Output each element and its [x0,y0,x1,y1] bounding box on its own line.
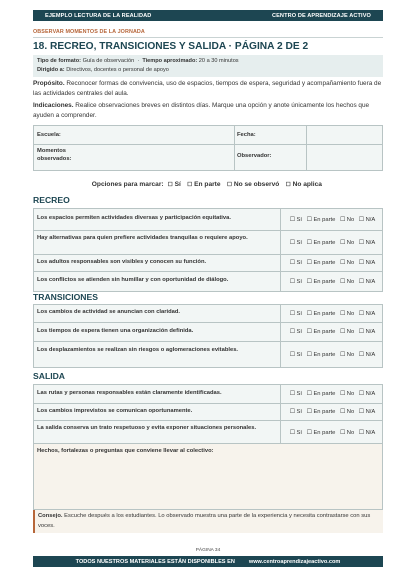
row-options [280,323,384,341]
row-options [280,385,384,403]
option-si-checkbox[interactable]: ☐ Sí [289,429,303,436]
option-no-checkbox[interactable]: ☐ No [339,391,355,397]
checkbox-icon: ☐ [187,182,193,188]
option-en-parte-checkbox[interactable]: ☐ En parte [306,278,336,285]
section-title-recreo: RECREO [33,195,70,205]
row-statement: Hay alternativas para quien prefiere actividades tranquilas o requiere apoyo. [37,235,248,241]
table-row [34,209,382,230]
info-separator: · [137,58,140,64]
legend-option-si: ☐ Sí [167,181,181,188]
option-na-checkbox[interactable]: ☐ N/A [358,409,376,415]
section-title-salida: SALIDA [33,371,65,381]
option-na-checkbox[interactable]: ☐ N/A [358,278,376,285]
table-row [34,420,382,444]
option-no-checkbox[interactable]: ☐ No [339,310,355,317]
option-en-parte-checkbox[interactable]: ☐ En parte [306,429,336,436]
option-na-checkbox[interactable]: ☐ N/A [358,329,376,335]
row-statement: Los desplazamientos se realizan sin riesgos o aglomeraciones evitables. [37,347,239,353]
school-field-label: Escuela: [37,132,61,138]
table-row [34,230,382,254]
option-na-checkbox[interactable]: ☐ N/A [358,216,376,223]
option-si-checkbox[interactable]: ☐ Sí [289,260,303,266]
directed-label: Dirigido a: [37,67,65,73]
table-row [34,254,382,271]
footer-bar [33,556,383,567]
purpose-label: Propósito. [33,80,65,87]
row-statement: Los espacios permiten actividades diversas y participación equitativa. [37,215,231,221]
row-statement: Los tiempos de espera tienen una organización definida. [37,328,194,334]
footer-website-link[interactable]: www.centroaprendizajeactivo.com [248,558,341,565]
option-no-checkbox[interactable]: ☐ No [339,216,355,223]
table-row [34,385,382,403]
option-en-parte-checkbox[interactable]: ☐ En parte [306,329,336,335]
option-no-checkbox[interactable]: ☐ No [339,409,355,415]
option-en-parte-checkbox[interactable]: ☐ En parte [306,351,336,358]
purpose-text: Reconocer formas de convivencia, uso de espacios, tiempos de espera, seguridad y acompañamiento fuera de las actividades centrales del aula. [33,80,382,97]
instructions-paragraph [33,101,383,120]
instructions-label: Indicaciones. [33,102,74,109]
option-na-checkbox[interactable]: ☐ N/A [358,260,376,266]
option-si-checkbox[interactable]: ☐ Sí [289,351,303,358]
salida-table [33,384,383,445]
marking-legend [0,181,416,188]
row-options [280,209,384,230]
recreo-table [33,208,383,292]
advice-box [33,510,383,533]
row-options [280,272,384,291]
checkbox-icon: ☐ [167,182,173,188]
legend-option-no-se-observo: ☐ No se observó [226,181,280,188]
table-row [34,322,382,341]
info-row-format [37,57,379,66]
row-options [280,342,384,367]
info-row-directed [37,66,379,75]
kicker-divider [33,37,383,38]
table-row [34,305,382,322]
header-bar [33,10,383,21]
section-kicker: OBSERVAR MOMENTOS DE LA JORNADA [33,29,145,35]
header-right-text: CENTRO DE APRENDIZAJE ACTIVO [271,12,371,19]
option-no-checkbox[interactable]: ☐ No [339,278,355,285]
option-si-checkbox[interactable]: ☐ Sí [289,278,303,285]
row-options [280,255,384,271]
table-row [34,271,382,291]
time-label: Tiempo aproximado: [142,58,198,64]
row-options [280,231,384,254]
option-no-checkbox[interactable]: ☐ No [339,329,355,335]
row-statement: Las rutas y personas responsables están claramente identificadas. [37,390,222,396]
row-options [280,421,384,444]
notes-area[interactable] [33,443,383,510]
legend-option-en-parte: ☐ En parte [187,181,221,188]
option-si-checkbox[interactable]: ☐ Sí [289,239,303,246]
option-no-checkbox[interactable]: ☐ No [339,260,355,266]
header-fields-table [33,125,383,171]
advice-text: Escuche después a los estudiantes. Lo observado muestra una parte de la experiencia y necesita contrastarse con sus voces. [38,513,371,529]
option-en-parte-checkbox[interactable]: ☐ En parte [306,216,336,223]
option-en-parte-checkbox[interactable]: ☐ En parte [306,391,336,397]
row-statement: Los conflictos se atienden sin humillar y con oportunidad de diálogo. [37,277,229,283]
row-options [280,305,384,322]
option-na-checkbox[interactable]: ☐ N/A [358,391,376,397]
instructions-text: Realice observaciones breves en distintos días. Marque una opción y anote únicamente los hechos que ayuden a comprender. [33,102,370,119]
header-left-text: EJEMPLO LECTURA DE LA REALIDAD [45,12,152,19]
option-no-checkbox[interactable]: ☐ No [339,239,355,246]
option-en-parte-checkbox[interactable]: ☐ En parte [306,409,336,415]
time-value: 20 a 30 minutos [198,58,239,64]
option-si-checkbox[interactable]: ☐ Sí [289,391,303,397]
directed-value: Directivos, docentes o personal de apoyo [66,67,169,73]
option-si-checkbox[interactable]: ☐ Sí [289,310,303,317]
option-na-checkbox[interactable]: ☐ N/A [358,310,376,317]
checkbox-icon: ☐ [285,182,291,188]
legend-intro: Opciones para marcar: [91,181,164,188]
row-statement: Los cambios de actividad se anuncian con claridad. [37,309,181,315]
option-en-parte-checkbox[interactable]: ☐ En parte [306,260,336,266]
moments-field-label: Momentos observados: [37,148,72,162]
row-statement: Los cambios imprevistos se comunican oportunamente. [37,408,193,414]
option-en-parte-checkbox[interactable]: ☐ En parte [306,239,336,246]
row-statement: La salida conserva un trato respetuoso y evita exponer situaciones personales. [37,425,257,431]
format-value: Guía de observación [82,58,135,64]
option-na-checkbox[interactable]: ☐ N/A [358,429,376,436]
option-na-checkbox[interactable]: ☐ N/A [358,239,376,246]
transiciones-table [33,304,383,368]
info-box [33,55,383,77]
option-si-checkbox[interactable]: ☐ Sí [289,409,303,415]
date-field-label: Fecha: [237,132,256,138]
checkbox-icon: ☐ [226,182,232,188]
footer-left-text: TODOS NUESTROS MATERIALES ESTÁN DISPONIBLES EN [75,558,235,565]
notes-label: Hechos, fortalezas o preguntas que conviene llevar al colectivo: [37,448,214,454]
section-title-transiciones: TRANSICIONES [33,292,98,302]
row-statement: Los adultos responsables son visibles y conocen su función. [37,259,207,265]
option-en-parte-checkbox[interactable]: ☐ En parte [306,310,336,317]
page-title: 18. RECREO, TRANSICIONES Y SALIDA · PÁGINA 2 DE 2 [33,41,309,52]
option-si-checkbox[interactable]: ☐ Sí [289,216,303,223]
purpose-paragraph [33,79,383,98]
row-options [280,404,384,420]
page-number: PÁGINA 34 [195,548,221,553]
option-no-checkbox[interactable]: ☐ No [339,351,355,358]
observer-field-label: Observador: [237,153,272,159]
table-row [34,341,382,367]
legend-option-no-aplica: ☐ No aplica [285,181,322,188]
option-si-checkbox[interactable]: ☐ Sí [289,329,303,335]
option-no-checkbox[interactable]: ☐ No [339,429,355,436]
table-row [34,403,382,420]
format-label: Tipo de formato: [37,58,82,64]
advice-label: Consejo. [38,513,63,519]
option-na-checkbox[interactable]: ☐ N/A [358,351,376,358]
